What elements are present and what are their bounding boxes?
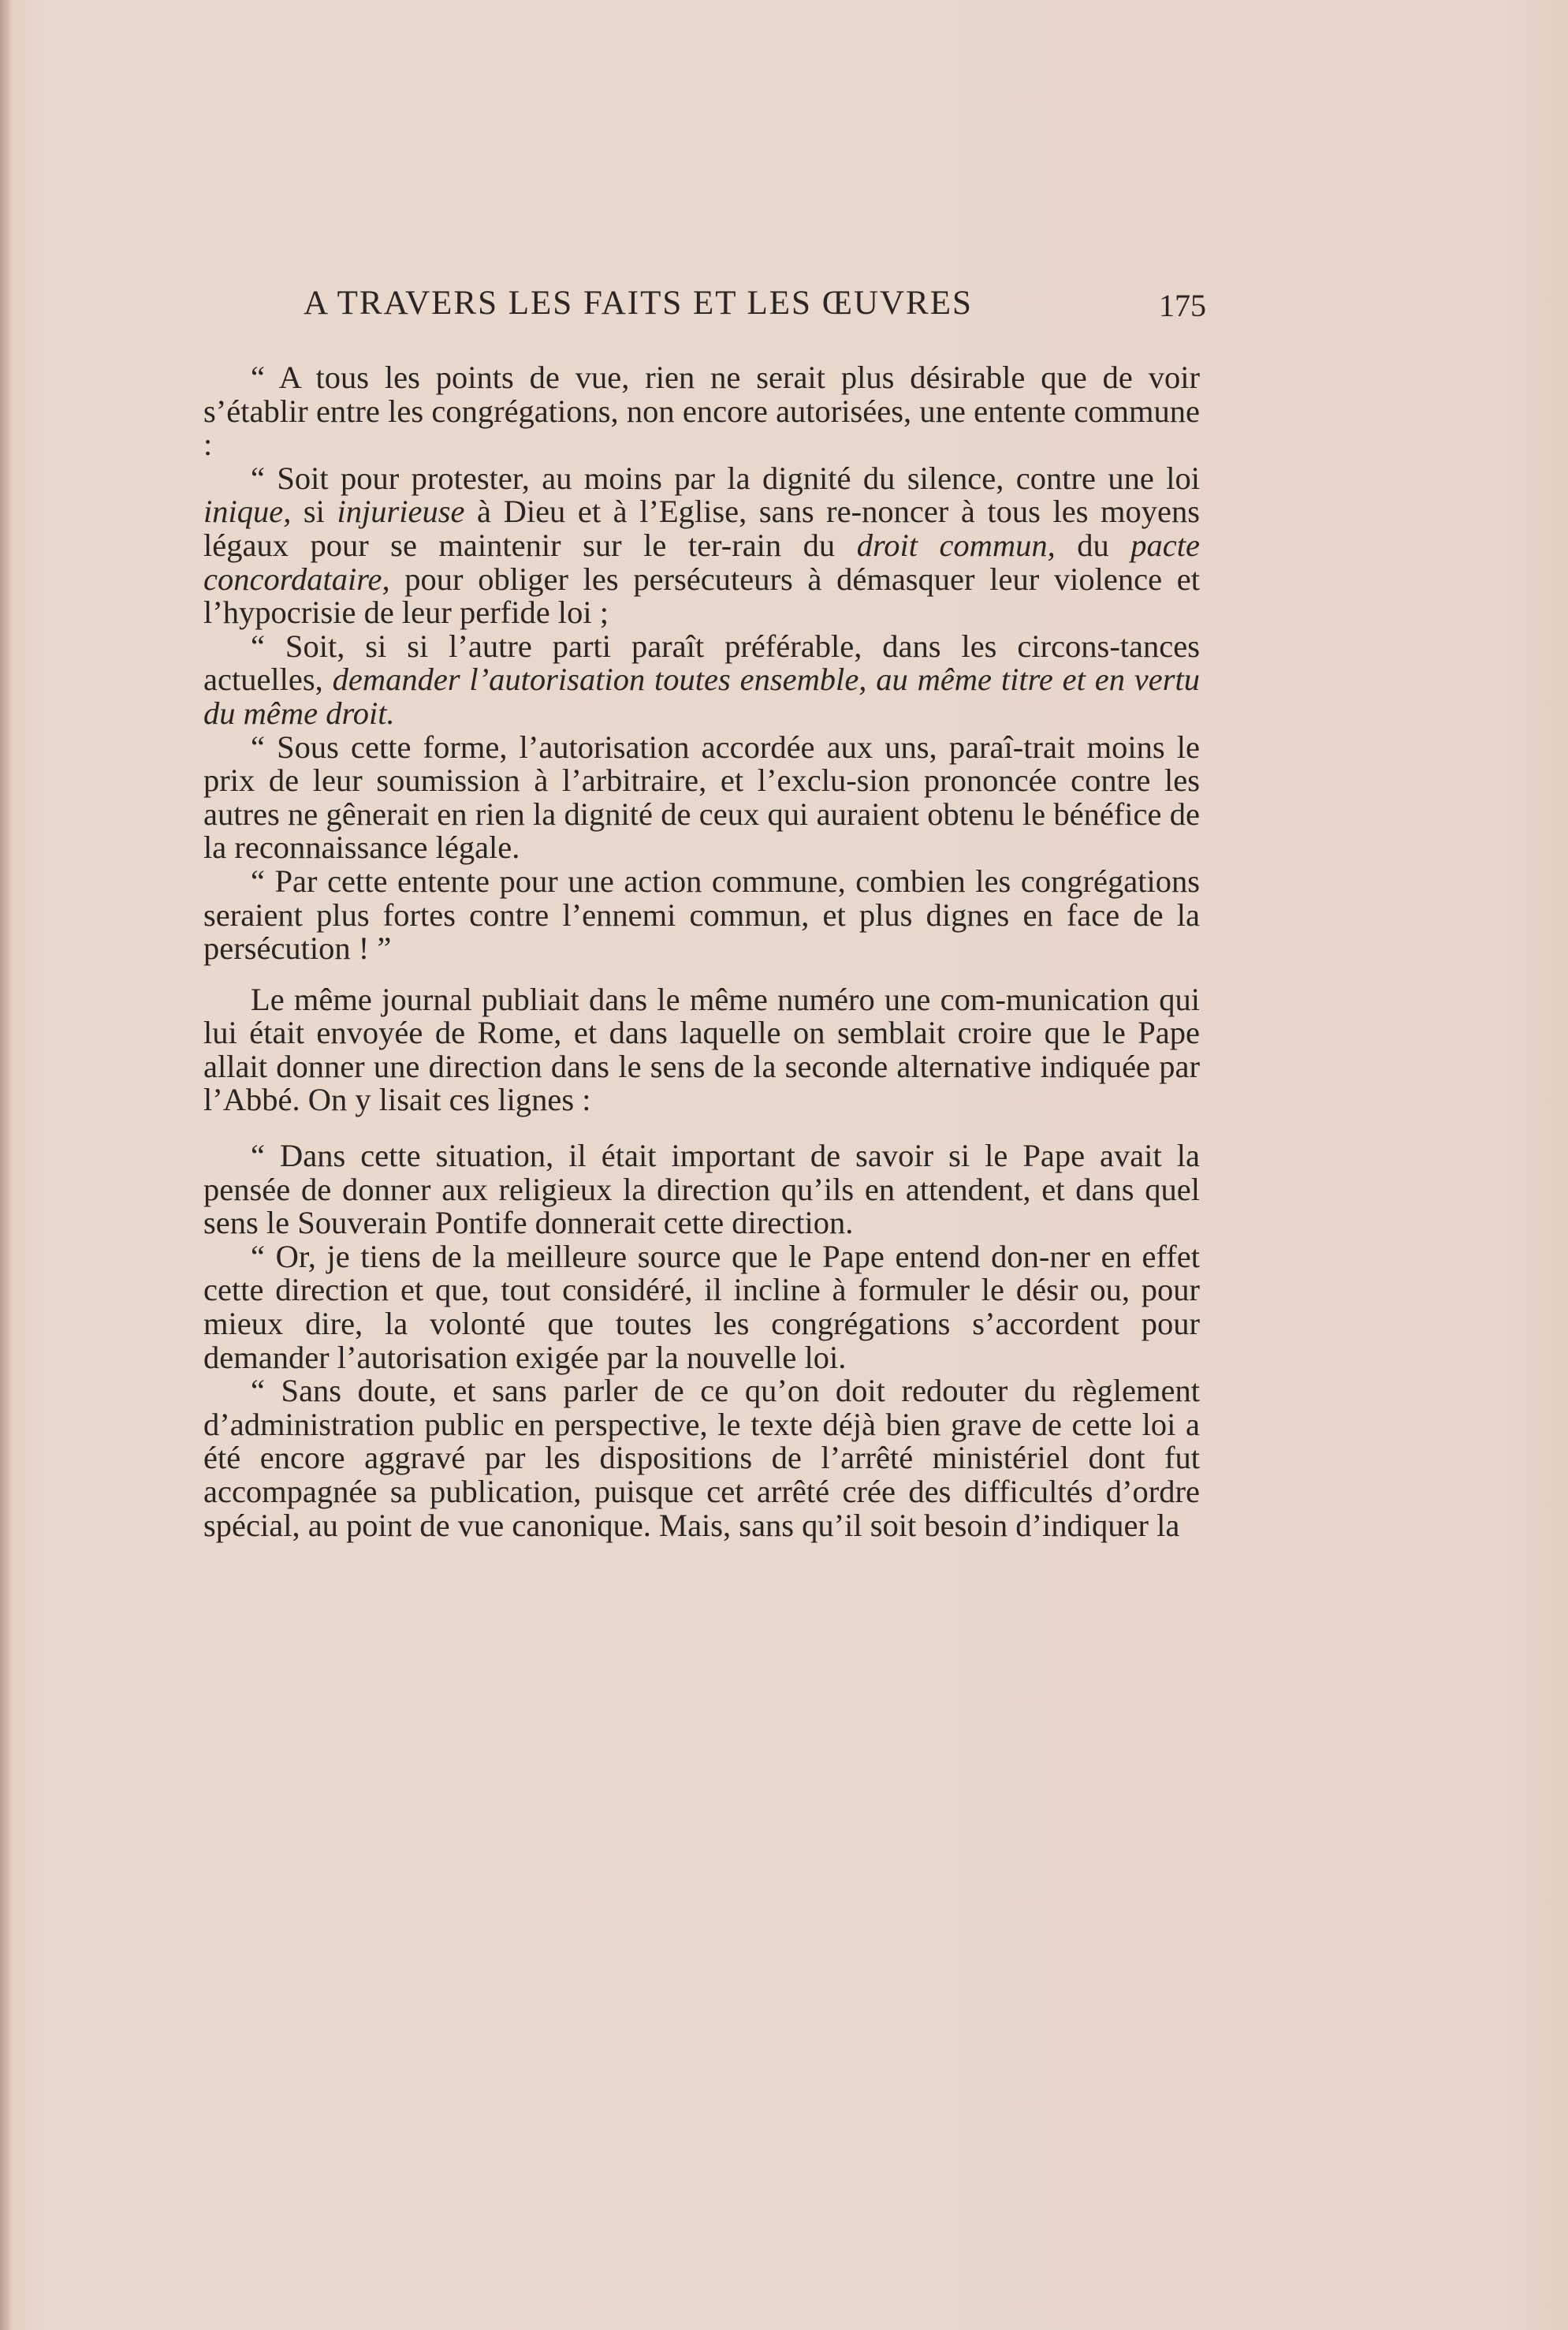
italic-text: demander l’autorisation toutes ensemble, au même titre et en vertu du même droit. bbox=[203, 662, 1200, 731]
paragraph-7 bbox=[203, 1139, 1200, 1240]
text-segment: du bbox=[1055, 527, 1131, 563]
text-segment: à Dieu et à l’Eglise, sans re-noncer à tous les moyens légaux pour se maintenir sur le ter-rain du bbox=[203, 494, 1200, 563]
text-segment: “ Sans doute, et sans parler de ce qu’on doit redouter du règlement d’administration public en perspective, le texte déjà bien grave de cette loi a été encore aggravé par les dispositions de l’arrêté ministériel dont fut accompagnée sa publication, puisque cet arrêté crée des difficultés d’ordre spécial, au point de vue canonique. Mais, sans qu’il soit besoin d’indiquer la bbox=[203, 1373, 1200, 1543]
text-segment: “ Dans cette situation, il était important de savoir si le Pape avait la pensée de donner aux religieux la direction qu’ils en attendent, et dans quel sens le Souverain Pontife donnerait cette direction. bbox=[203, 1138, 1200, 1241]
body-text bbox=[203, 361, 1200, 1542]
text-segment: pour obliger les persécuteurs à démasquer leur violence et l’hypocrisie de leur perfide loi ; bbox=[203, 561, 1200, 631]
page-binding-edge bbox=[0, 0, 11, 2330]
page-header bbox=[304, 284, 1206, 331]
paragraph-2 bbox=[203, 462, 1200, 630]
text-segment: Le même journal publiait dans le même numéro une com-munication qui lui était envoyée de Rome, et dans laquelle on semblait croire que le Pape allait donner une direction dans le sens de la seconde alternative indiquée par l’Abbé. On y lisait ces lignes : bbox=[203, 981, 1200, 1118]
italic-text: droit commun, bbox=[856, 527, 1056, 563]
page-number: 175 bbox=[1159, 288, 1206, 323]
text-segment: “ A tous les points de vue, rien ne serait plus désirable que de voir s’établir entre les congrégations, non encore autorisées, une entente commune : bbox=[203, 360, 1200, 463]
italic-text: pacte concordataire, bbox=[203, 527, 1201, 597]
paragraph-9 bbox=[203, 1374, 1200, 1542]
paragraph-1 bbox=[203, 361, 1200, 462]
text-segment: “ Par cette entente pour une action commune, combien les congrégations seraient plus fortes contre l’ennemi commun, et plus dignes en face de la persécution ! ” bbox=[203, 863, 1200, 967]
text-segment: “ Or, je tiens de la meilleure source que le Pape entend don-ner en effet cette direction et que, tout considéré, il incline à formuler le désir ou, pour mieux dire, la volonté que toutes les congrégations s’accordent pour demander l’autorisation exigée par la nouvelle loi. bbox=[203, 1238, 1200, 1375]
paragraph-3 bbox=[203, 630, 1200, 731]
paragraph-4 bbox=[203, 731, 1200, 865]
text-segment: “ Sous cette forme, l’autorisation accordée aux uns, paraî-trait moins le prix de leur soumission à l’arbitraire, et l’exclu-sion prononcée contre les autres ne gênerait en rien la dignité de ceux qui auraient obtenu le bénéfice de la reconnaissance légale. bbox=[203, 729, 1200, 866]
paragraph-5 bbox=[203, 865, 1200, 966]
italic-text: injurieuse bbox=[337, 494, 465, 530]
text-segment: “ Soit, si si l’autre parti paraît préférable, dans les circons-tances actuelles, bbox=[203, 628, 1200, 698]
italic-text: inique, bbox=[203, 494, 292, 530]
running-head: A TRAVERS LES FAITS ET LES ŒUVRES bbox=[304, 285, 973, 322]
text-segment: “ Soit pour protester, au moins par la dignité du silence, contre une loi bbox=[251, 460, 1200, 496]
paragraph-6 bbox=[203, 983, 1200, 1117]
paragraph-8 bbox=[203, 1240, 1200, 1374]
text-segment: si bbox=[291, 494, 337, 530]
